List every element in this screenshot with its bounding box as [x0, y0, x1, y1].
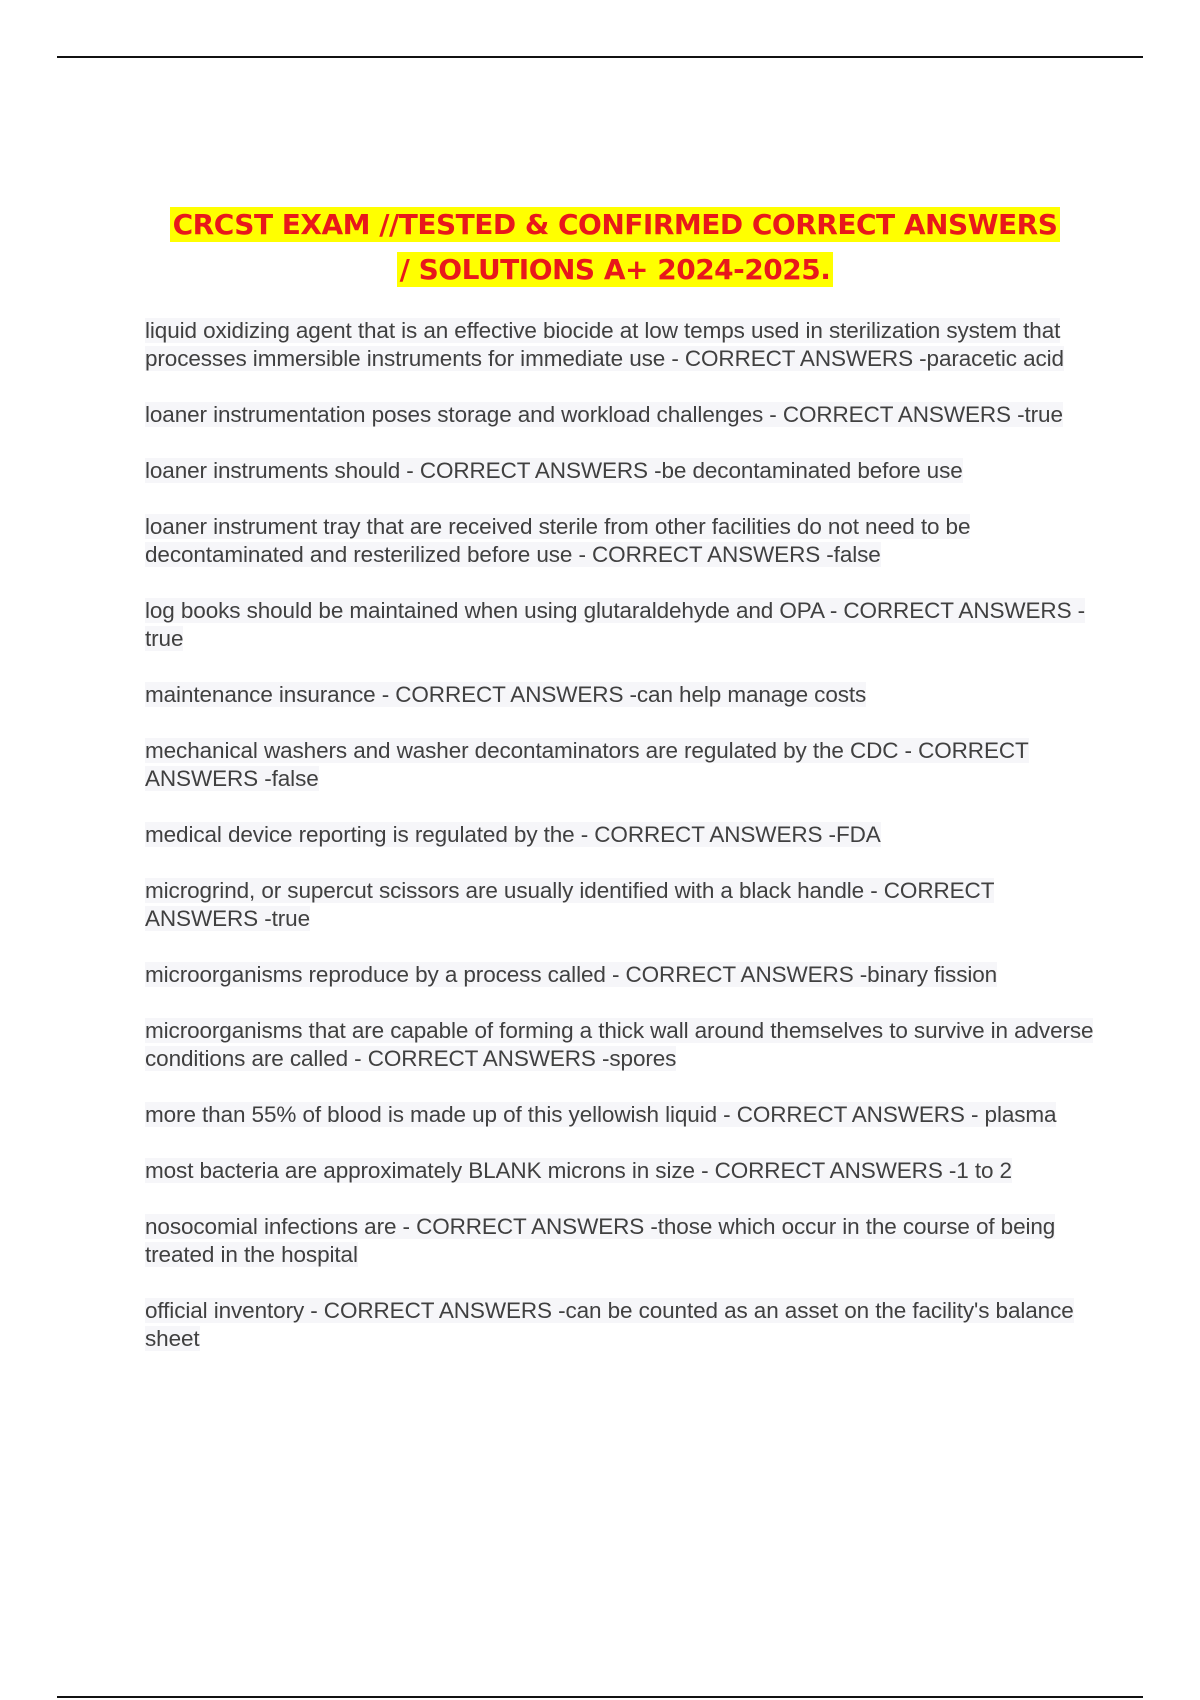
qa-item	[145, 457, 1095, 485]
qa-item-text: more than 55% of blood is made up of this yellowish liquid - CORRECT ANSWERS - plasma	[145, 1102, 1057, 1127]
qa-item	[145, 1157, 1095, 1185]
qa-item	[145, 1101, 1095, 1129]
bottom-rule	[57, 1696, 1143, 1698]
qa-item	[145, 1297, 1095, 1353]
qa-item	[145, 317, 1095, 373]
qa-item	[145, 513, 1095, 569]
qa-item	[145, 681, 1095, 709]
qa-item-text: official inventory - CORRECT ANSWERS -can be counted as an asset on the facility's balance sheet	[145, 1298, 1074, 1351]
qa-item-text: loaner instruments should - CORRECT ANSWERS -be decontaminated before use	[145, 458, 963, 483]
qa-item-text: liquid oxidizing agent that is an effective biocide at low temps used in sterilization system that processes immersible instruments for immediate use - CORRECT ANSWERS -paracetic acid	[145, 318, 1064, 371]
qa-item	[145, 1017, 1095, 1073]
qa-item-text: microorganisms reproduce by a process called - CORRECT ANSWERS -binary fission	[145, 962, 998, 987]
top-rule	[57, 56, 1143, 58]
qa-item	[145, 821, 1095, 849]
qa-item-text: loaner instrument tray that are received sterile from other facilities do not need to be decontaminated and resterilized before use - CORRECT ANSWERS -false	[145, 514, 971, 567]
document-title	[140, 202, 1090, 292]
qa-item-text: most bacteria are approximately BLANK microns in size - CORRECT ANSWERS -1 to 2	[145, 1158, 1012, 1183]
qa-item-text: medical device reporting is regulated by the - CORRECT ANSWERS -FDA	[145, 822, 881, 847]
qa-item-text: maintenance insurance - CORRECT ANSWERS -can help manage costs	[145, 682, 867, 707]
qa-item-text: log books should be maintained when using glutaraldehyde and OPA - CORRECT ANSWERS -true	[145, 598, 1086, 651]
qa-item	[145, 961, 1095, 989]
question-answer-list	[145, 317, 1095, 1381]
qa-item-text: mechanical washers and washer decontaminators are regulated by the CDC - CORRECT ANSWERS -false	[145, 738, 1029, 791]
title-line-1: CRCST EXAM //TESTED & CONFIRMED CORRECT ANSWERS	[170, 207, 1061, 242]
qa-item	[145, 597, 1095, 653]
title-line-2: / SOLUTIONS A+ 2024-2025.	[397, 252, 834, 287]
qa-item	[145, 737, 1095, 793]
qa-item-text: microorganisms that are capable of forming a thick wall around themselves to survive in adverse conditions are called - CORRECT ANSWERS -spores	[145, 1018, 1094, 1071]
qa-item-text: microgrind, or supercut scissors are usually identified with a black handle - CORRECT ANSWERS -true	[145, 878, 995, 931]
qa-item-text: nosocomial infections are - CORRECT ANSWERS -those which occur in the course of being treated in the hospital	[145, 1214, 1056, 1267]
qa-item-text: loaner instrumentation poses storage and workload challenges - CORRECT ANSWERS -true	[145, 402, 1063, 427]
qa-item	[145, 1213, 1095, 1269]
qa-item	[145, 877, 1095, 933]
qa-item	[145, 401, 1095, 429]
